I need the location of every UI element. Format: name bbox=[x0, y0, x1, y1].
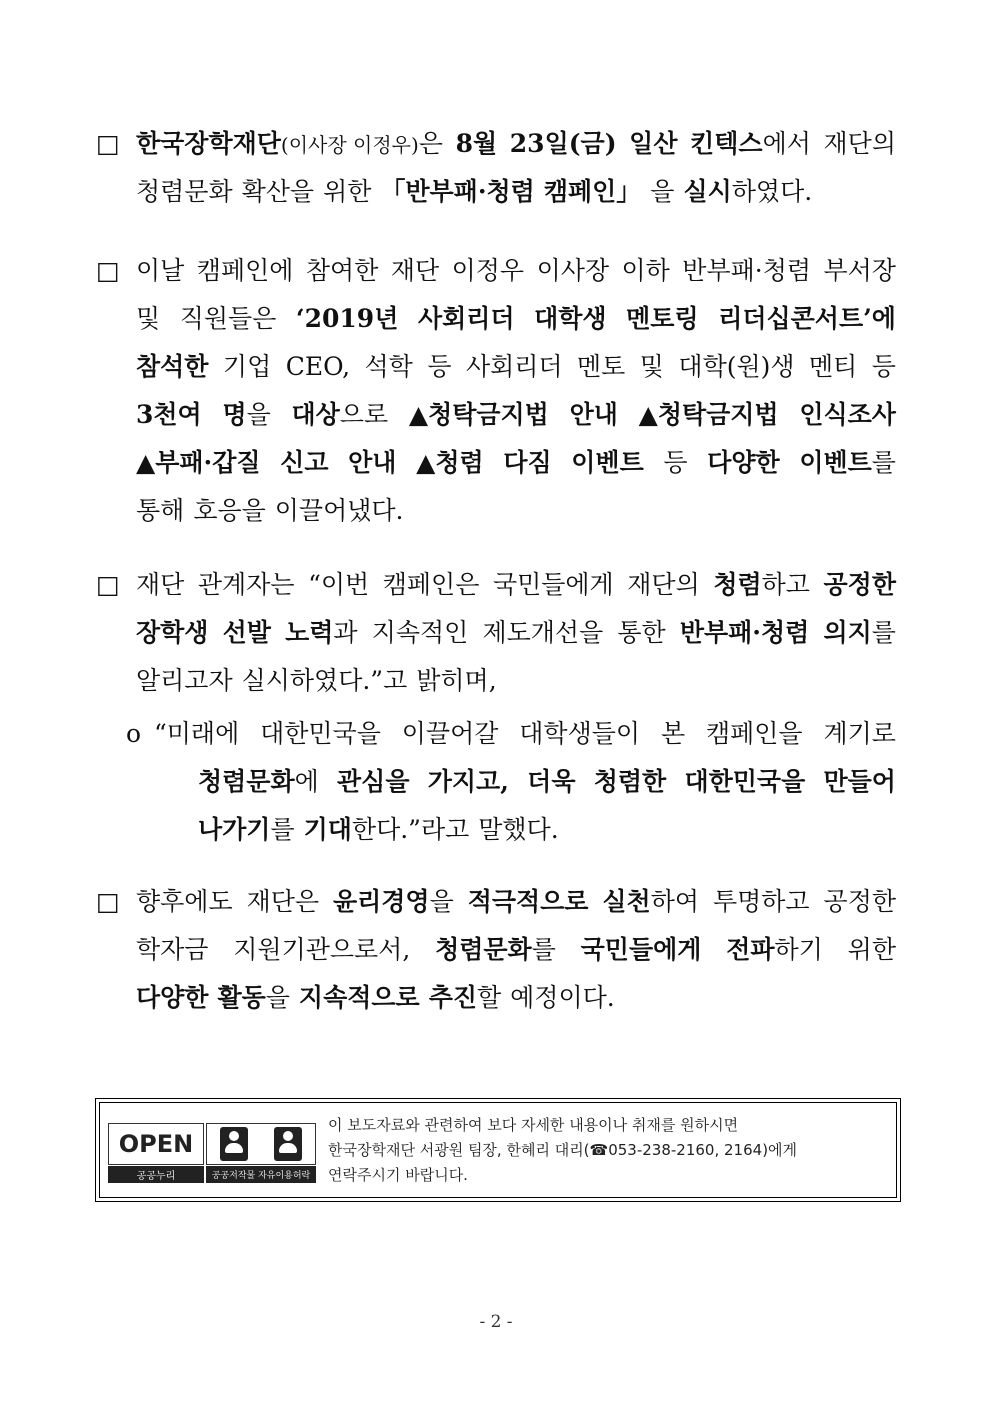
contact-line: 한국장학재단 서광원 팀장, 한혜리 대리(☎053-238-2160, 2164)에게 bbox=[328, 1141, 798, 1159]
noncommercial-icon bbox=[274, 1127, 302, 1161]
text-line: “미래에 대한민국을 이끌어갈 대학생들이 본 캠페인을 계기로 bbox=[154, 719, 896, 748]
paragraph-3 bbox=[96, 561, 896, 705]
text-line: 재단 관계자는 “이번 캠페인은 국민들에게 재단의 청렴하고 공정한 bbox=[136, 570, 896, 599]
badge-label: 공공누리 bbox=[108, 1166, 204, 1183]
paragraph-1 bbox=[96, 120, 896, 216]
page-number: - 2 - bbox=[479, 1312, 513, 1332]
contact-line: 이 보도자료와 관련하여 보다 자세한 내용이나 취재를 원하시면 bbox=[328, 1116, 739, 1134]
contact-box bbox=[95, 1098, 901, 1202]
text-line: 및 직원들은 ‘2019년 사회리더 대학생 멘토링 리더십콘서트’에 bbox=[136, 304, 896, 333]
paragraph-2 bbox=[96, 247, 896, 535]
text-line: 알리고자 실시하였다.”고 밝히며, bbox=[136, 666, 497, 695]
text-line: 통해 호응을 이끌어냈다. bbox=[136, 496, 404, 525]
text-line: 이날 캠페인에 참여한 재단 이정우 이사장 이하 반부패·청렴 부서장 bbox=[136, 256, 896, 285]
square-bullet: □ bbox=[96, 570, 120, 599]
text-line: 청렴문화 확산을 위한 「반부패·청렴 캠페인」 을 실시하였다. bbox=[136, 177, 813, 206]
contact-line: 연락주시기 바랍니다. bbox=[328, 1166, 468, 1184]
square-bullet: □ bbox=[96, 256, 120, 285]
square-bullet: □ bbox=[96, 129, 120, 158]
text-line: 참석한 기업 CEO, 석학 등 사회리더 멘토 및 대학(원)생 멘티 등 bbox=[136, 352, 896, 381]
paragraph-4 bbox=[96, 878, 896, 1022]
quote-item bbox=[126, 710, 896, 854]
text-line: 장학생 선발 노력과 지속적인 제도개선을 통한 반부패·청렴 의지를 bbox=[136, 618, 896, 647]
attribution-icon bbox=[220, 1127, 248, 1161]
text-line: 향후에도 재단은 윤리경영을 적극적으로 실천하여 투명하고 공정한 bbox=[136, 887, 896, 916]
text-line: ▲부패·갑질 신고 안내 ▲청렴 다짐 이벤트 등 다양한 이벤트를 bbox=[136, 448, 896, 477]
text-line: 한국장학재단(이사장 이정우)은 8월 23일(금) 일산 킨텍스에서 재단의 bbox=[136, 129, 896, 158]
circle-bullet: o bbox=[126, 719, 142, 748]
contact-text bbox=[328, 1113, 797, 1188]
text-line: 3천여 명을 대상으로 ▲청탁금지법 안내 ▲청탁금지법 인식조사 bbox=[136, 400, 896, 429]
text-line: 다양한 활동을 지속적으로 추진할 예정이다. bbox=[136, 983, 615, 1012]
kogl-license-badge bbox=[108, 1123, 316, 1183]
license-icons bbox=[206, 1123, 316, 1165]
text-line: 나가기를 기대한다.”라고 말했다. bbox=[198, 815, 559, 844]
license-label: 공공저작물 자유이용허락 bbox=[206, 1166, 316, 1183]
text-line: 청렴문화에 관심을 가지고, 더욱 청렴한 대한민국을 만들어 bbox=[198, 767, 896, 796]
open-logo: OPEN bbox=[108, 1123, 204, 1165]
text-line: 학자금 지원기관으로서, 청렴문화를 국민들에게 전파하기 위한 bbox=[136, 935, 896, 964]
square-bullet: □ bbox=[96, 887, 120, 916]
